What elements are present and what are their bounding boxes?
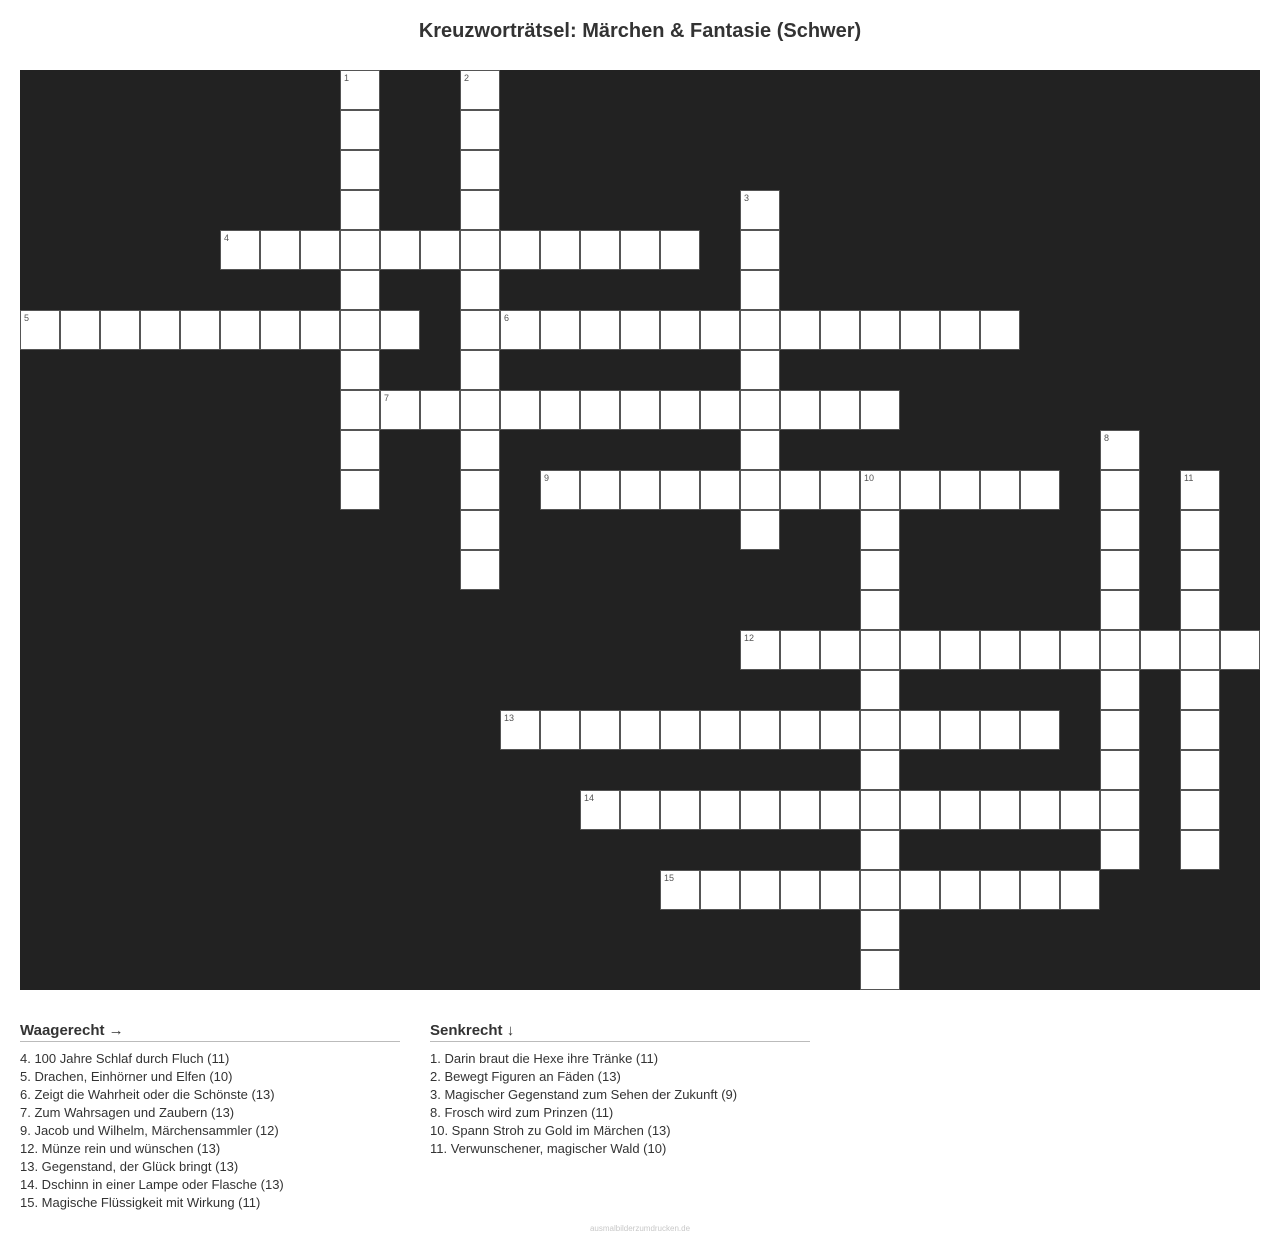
across-clue: 9. Jacob und Wilhelm, Märchensammler (12) bbox=[20, 1123, 279, 1138]
grid-cell[interactable] bbox=[660, 870, 700, 910]
grid-cell[interactable] bbox=[900, 470, 940, 510]
grid-cell[interactable] bbox=[540, 310, 580, 350]
grid-cell[interactable] bbox=[460, 430, 500, 470]
grid-cell[interactable] bbox=[860, 630, 900, 670]
grid-cell[interactable] bbox=[740, 630, 780, 670]
grid-cell[interactable] bbox=[660, 710, 700, 750]
grid-cell[interactable] bbox=[1060, 630, 1100, 670]
grid-cell[interactable] bbox=[900, 710, 940, 750]
grid-cell[interactable] bbox=[460, 550, 500, 590]
grid-cell[interactable] bbox=[900, 310, 940, 350]
grid-cell[interactable] bbox=[940, 870, 980, 910]
grid-cell[interactable] bbox=[380, 310, 420, 350]
grid-cell[interactable] bbox=[820, 310, 860, 350]
grid-cell[interactable] bbox=[540, 710, 580, 750]
grid-cell[interactable] bbox=[860, 670, 900, 710]
grid-cell[interactable] bbox=[460, 110, 500, 150]
grid-cell[interactable] bbox=[340, 350, 380, 390]
grid-cell[interactable] bbox=[1220, 630, 1260, 670]
grid-cell[interactable] bbox=[940, 310, 980, 350]
grid-cell[interactable] bbox=[740, 230, 780, 270]
clue-number: 7 bbox=[384, 393, 390, 403]
grid-cell[interactable] bbox=[580, 390, 620, 430]
grid-cell[interactable] bbox=[1020, 470, 1060, 510]
grid-cell[interactable] bbox=[540, 390, 580, 430]
grid-cell[interactable] bbox=[820, 710, 860, 750]
grid-cell[interactable] bbox=[1020, 630, 1060, 670]
grid-cell[interactable] bbox=[1180, 830, 1220, 870]
grid-cell[interactable] bbox=[860, 710, 900, 750]
grid-cell[interactable] bbox=[1020, 870, 1060, 910]
grid-cell[interactable] bbox=[980, 630, 1020, 670]
across-clue: 14. Dschinn in einer Lampe oder Flasche (13) bbox=[20, 1177, 284, 1192]
clue-number: 3 bbox=[744, 193, 750, 203]
grid-cell[interactable] bbox=[1100, 790, 1140, 830]
grid-cell[interactable] bbox=[900, 630, 940, 670]
grid-cell[interactable] bbox=[1180, 550, 1220, 590]
down-clue: 11. Verwunschener, magischer Wald (10) bbox=[430, 1141, 667, 1156]
down-clue: 10. Spann Stroh zu Gold im Märchen (13) bbox=[430, 1123, 671, 1138]
grid-cell[interactable] bbox=[60, 310, 100, 350]
grid-cell[interactable] bbox=[460, 230, 500, 270]
grid-cell[interactable] bbox=[340, 470, 380, 510]
grid-cell[interactable] bbox=[1060, 870, 1100, 910]
grid-cell[interactable] bbox=[860, 790, 900, 830]
grid-cell[interactable] bbox=[460, 270, 500, 310]
down-clues bbox=[430, 1022, 810, 1158]
grid-cell[interactable] bbox=[860, 950, 900, 990]
grid-cell[interactable] bbox=[860, 510, 900, 550]
grid-cell[interactable] bbox=[740, 790, 780, 830]
clue-number: 1 bbox=[344, 73, 350, 83]
grid-cell[interactable] bbox=[820, 870, 860, 910]
grid-cell[interactable] bbox=[980, 870, 1020, 910]
grid-cell[interactable] bbox=[820, 390, 860, 430]
clue-number: 5 bbox=[24, 313, 30, 323]
grid-cell[interactable] bbox=[1100, 590, 1140, 630]
grid-cell[interactable] bbox=[780, 790, 820, 830]
grid-cell[interactable] bbox=[460, 470, 500, 510]
grid-cell[interactable] bbox=[340, 70, 380, 110]
grid-cell[interactable] bbox=[780, 870, 820, 910]
grid-cell[interactable] bbox=[620, 230, 660, 270]
grid-cell[interactable] bbox=[700, 710, 740, 750]
grid-cell[interactable] bbox=[980, 470, 1020, 510]
clue-number: 15 bbox=[664, 873, 675, 883]
grid-cell[interactable] bbox=[620, 310, 660, 350]
clue-number: 12 bbox=[744, 633, 755, 643]
grid-cell[interactable] bbox=[460, 390, 500, 430]
grid-cell[interactable] bbox=[860, 750, 900, 790]
grid-cell[interactable] bbox=[820, 790, 860, 830]
grid-cell[interactable] bbox=[980, 710, 1020, 750]
grid-cell[interactable] bbox=[660, 230, 700, 270]
grid-cell[interactable] bbox=[1100, 510, 1140, 550]
grid-cell[interactable] bbox=[860, 470, 900, 510]
grid-cell[interactable] bbox=[300, 310, 340, 350]
grid-cell[interactable] bbox=[660, 390, 700, 430]
grid-cell[interactable] bbox=[380, 230, 420, 270]
grid-cell[interactable] bbox=[260, 230, 300, 270]
page-title: Kreuzworträtsel: Märchen & Fantasie (Schwer) bbox=[418, 20, 862, 42]
grid-cell[interactable] bbox=[1020, 790, 1060, 830]
grid-cell[interactable] bbox=[900, 870, 940, 910]
grid-cell[interactable] bbox=[1100, 550, 1140, 590]
clue-number: 4 bbox=[224, 233, 230, 243]
down-clue: 3. Magischer Gegenstand zum Sehen der Zukunft (9) bbox=[430, 1087, 738, 1102]
grid-cell[interactable] bbox=[740, 190, 780, 230]
grid-cell[interactable] bbox=[740, 310, 780, 350]
grid-cell[interactable] bbox=[1020, 710, 1060, 750]
grid-cell[interactable] bbox=[1180, 510, 1220, 550]
grid-cell[interactable] bbox=[460, 350, 500, 390]
grid-cell[interactable] bbox=[220, 230, 260, 270]
grid-cell[interactable] bbox=[460, 190, 500, 230]
across-clue: 13. Gegenstand, der Glück bringt (13) bbox=[20, 1159, 239, 1174]
down-clue: 8. Frosch wird zum Prinzen (11) bbox=[430, 1105, 614, 1120]
clue-number: 8 bbox=[1104, 433, 1110, 443]
clue-number: 11 bbox=[1184, 473, 1194, 483]
clue-number: 10 bbox=[864, 473, 875, 483]
down-clue-list bbox=[430, 1050, 810, 1158]
grid-cell[interactable] bbox=[780, 390, 820, 430]
grid-cell[interactable] bbox=[220, 310, 260, 350]
grid-cell[interactable] bbox=[340, 190, 380, 230]
grid-cell[interactable] bbox=[20, 310, 60, 350]
grid-cell[interactable] bbox=[740, 270, 780, 310]
grid-cell[interactable] bbox=[1180, 790, 1220, 830]
grid-cell[interactable] bbox=[620, 390, 660, 430]
grid-cell[interactable] bbox=[700, 870, 740, 910]
grid-cell[interactable] bbox=[940, 710, 980, 750]
across-clue-list bbox=[20, 1050, 400, 1212]
grid-cell[interactable] bbox=[460, 510, 500, 550]
grid-cell[interactable] bbox=[1180, 710, 1220, 750]
clue-number: 13 bbox=[504, 713, 515, 723]
grid-cell[interactable] bbox=[940, 630, 980, 670]
grid-cell[interactable] bbox=[1180, 630, 1220, 670]
grid-cell[interactable] bbox=[860, 550, 900, 590]
grid-cell[interactable] bbox=[460, 310, 500, 350]
grid-cell[interactable] bbox=[860, 310, 900, 350]
grid-cell[interactable] bbox=[700, 310, 740, 350]
grid-cell[interactable] bbox=[620, 470, 660, 510]
grid-cell[interactable] bbox=[620, 710, 660, 750]
grid-cell[interactable] bbox=[860, 830, 900, 870]
grid-cell[interactable] bbox=[1100, 830, 1140, 870]
grid-cell[interactable] bbox=[1180, 590, 1220, 630]
grid-cell[interactable] bbox=[660, 470, 700, 510]
grid-cell[interactable] bbox=[940, 790, 980, 830]
grid-cell[interactable] bbox=[580, 470, 620, 510]
across-clue: 6. Zeigt die Wahrheit oder die Schönste (13) bbox=[20, 1087, 275, 1102]
grid-cell[interactable] bbox=[780, 710, 820, 750]
grid-cell[interactable] bbox=[500, 390, 540, 430]
across-clue: 4. 100 Jahre Schlaf durch Fluch (11) bbox=[20, 1051, 230, 1066]
grid-cell[interactable] bbox=[500, 230, 540, 270]
grid-cell[interactable] bbox=[860, 590, 900, 630]
grid-cell[interactable] bbox=[1100, 670, 1140, 710]
grid-cell[interactable] bbox=[340, 150, 380, 190]
grid-cell[interactable] bbox=[660, 310, 700, 350]
grid-cell[interactable] bbox=[1140, 630, 1180, 670]
down-heading: Senkrecht ↓ bbox=[430, 1022, 810, 1042]
grid-cell[interactable] bbox=[860, 910, 900, 950]
grid-cell[interactable] bbox=[140, 310, 180, 350]
grid-cell[interactable] bbox=[900, 790, 940, 830]
grid-cell[interactable] bbox=[980, 310, 1020, 350]
grid-cell[interactable] bbox=[860, 870, 900, 910]
across-heading: Waagerecht → bbox=[20, 1022, 400, 1042]
grid-cell[interactable] bbox=[420, 390, 460, 430]
grid-cell[interactable] bbox=[740, 510, 780, 550]
grid-cell[interactable] bbox=[340, 270, 380, 310]
grid-cell[interactable] bbox=[1100, 470, 1140, 510]
grid-cell[interactable] bbox=[700, 390, 740, 430]
across-clue: 12. Münze rein und wünschen (13) bbox=[20, 1141, 221, 1156]
clue-number: 2 bbox=[464, 73, 470, 83]
grid-cell[interactable] bbox=[580, 790, 620, 830]
grid-cell[interactable] bbox=[700, 790, 740, 830]
grid-cell[interactable] bbox=[260, 310, 300, 350]
grid-cell[interactable] bbox=[1100, 430, 1140, 470]
grid-cell[interactable] bbox=[860, 390, 900, 430]
down-clue: 1. Darin braut die Hexe ihre Tränke (11) bbox=[430, 1051, 659, 1066]
grid-cell[interactable] bbox=[460, 70, 500, 110]
grid-cell[interactable] bbox=[940, 470, 980, 510]
clue-number: 9 bbox=[544, 473, 550, 483]
across-clues bbox=[20, 1022, 400, 1212]
grid-cell[interactable] bbox=[340, 310, 380, 350]
across-clue: 5. Drachen, Einhörner und Elfen (10) bbox=[20, 1069, 233, 1084]
grid-cell[interactable] bbox=[620, 790, 660, 830]
grid-cell[interactable] bbox=[820, 470, 860, 510]
grid-cell[interactable] bbox=[180, 310, 220, 350]
grid-cell[interactable] bbox=[1100, 630, 1140, 670]
clue-number: 6 bbox=[504, 313, 510, 323]
grid-cell[interactable] bbox=[740, 470, 780, 510]
grid-cell[interactable] bbox=[340, 110, 380, 150]
grid-cell[interactable] bbox=[420, 230, 460, 270]
grid-cell[interactable] bbox=[580, 310, 620, 350]
grid-cell[interactable] bbox=[780, 310, 820, 350]
grid-cell[interactable] bbox=[340, 230, 380, 270]
grid-cell[interactable] bbox=[1180, 670, 1220, 710]
grid-cell[interactable] bbox=[580, 710, 620, 750]
grid-cell[interactable] bbox=[580, 230, 620, 270]
clue-number: 14 bbox=[584, 793, 595, 803]
grid-cell[interactable] bbox=[740, 710, 780, 750]
grid-cell[interactable] bbox=[340, 390, 380, 430]
grid-cell[interactable] bbox=[740, 350, 780, 390]
down-clue: 2. Bewegt Figuren an Fäden (13) bbox=[430, 1069, 621, 1084]
grid-cell[interactable] bbox=[300, 230, 340, 270]
grid-cell[interactable] bbox=[100, 310, 140, 350]
grid-cell[interactable] bbox=[780, 470, 820, 510]
grid-cell[interactable] bbox=[540, 470, 580, 510]
grid-cell[interactable] bbox=[780, 630, 820, 670]
grid-cell[interactable] bbox=[1100, 750, 1140, 790]
grid-cell[interactable] bbox=[660, 790, 700, 830]
grid-cell[interactable] bbox=[500, 310, 540, 350]
grid-cell[interactable] bbox=[980, 790, 1020, 830]
across-clue: 7. Zum Wahrsagen und Zaubern (13) bbox=[20, 1105, 235, 1120]
grid-cell[interactable] bbox=[700, 470, 740, 510]
grid-cell[interactable] bbox=[500, 710, 540, 750]
grid-cell[interactable] bbox=[340, 430, 380, 470]
grid-cell[interactable] bbox=[740, 430, 780, 470]
grid-cell[interactable] bbox=[540, 230, 580, 270]
grid-cell[interactable] bbox=[460, 150, 500, 190]
footer-credit: ausmalbilderzumdrucken.de bbox=[589, 1224, 691, 1233]
crossword-grid bbox=[20, 70, 1260, 990]
grid-cell[interactable] bbox=[1100, 710, 1140, 750]
grid-cell[interactable] bbox=[1180, 470, 1220, 510]
across-clue: 15. Magische Flüssigkeit mit Wirkung (11) bbox=[20, 1195, 261, 1210]
grid-cell[interactable] bbox=[380, 390, 420, 430]
grid-cell[interactable] bbox=[1180, 750, 1220, 790]
grid-cell[interactable] bbox=[820, 630, 860, 670]
grid-cell[interactable] bbox=[1060, 790, 1100, 830]
grid-cell[interactable] bbox=[740, 870, 780, 910]
grid-cell[interactable] bbox=[740, 390, 780, 430]
